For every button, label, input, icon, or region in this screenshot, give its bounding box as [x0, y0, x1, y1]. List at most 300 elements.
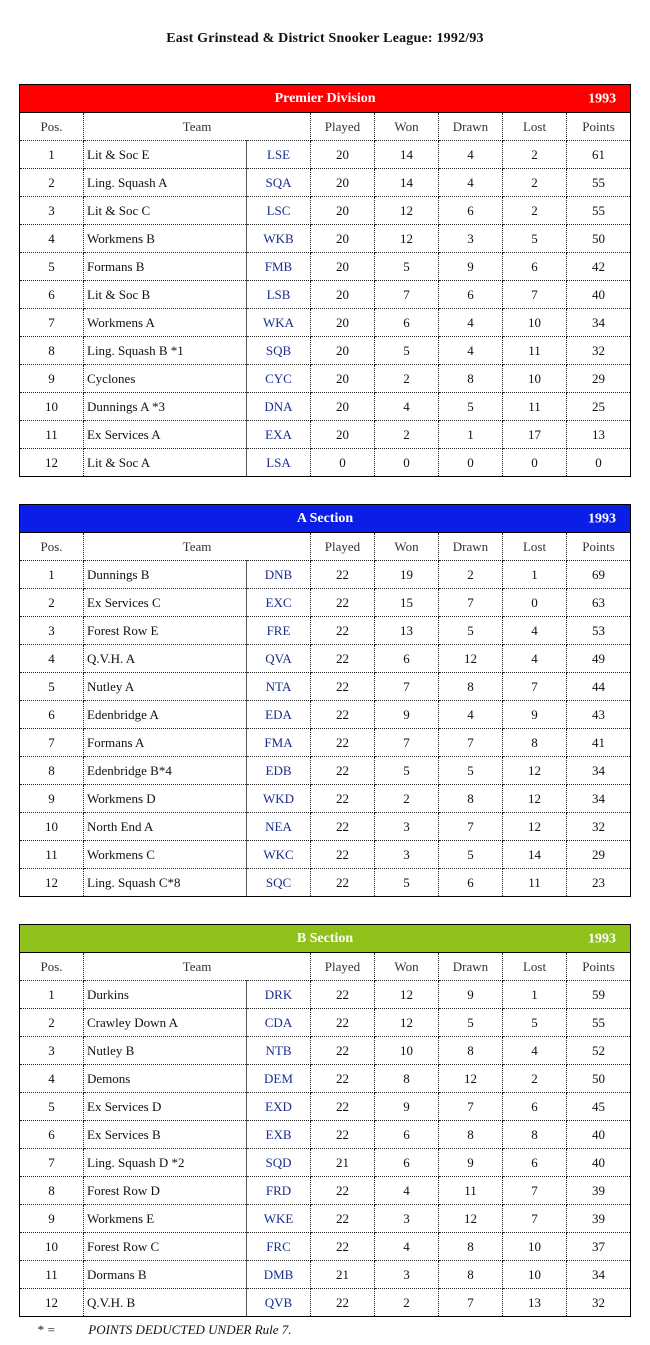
team-name-cell: Ling. Squash B *1 — [84, 337, 247, 365]
team-name-cell: Ling. Squash C*8 — [84, 869, 247, 897]
lost-cell: 5 — [503, 1009, 567, 1037]
played-cell: 22 — [311, 701, 375, 729]
position-cell: 11 — [20, 841, 84, 869]
drawn-cell: 6 — [439, 197, 503, 225]
points-cell: 32 — [567, 337, 631, 365]
points-cell: 0 — [567, 449, 631, 477]
team-name-cell: Ex Services D — [84, 1093, 247, 1121]
lost-cell: 2 — [503, 141, 567, 169]
played-cell: 20 — [311, 421, 375, 449]
won-cell: 4 — [375, 393, 439, 421]
division-name: B Section — [296, 931, 354, 946]
lost-cell: 17 — [503, 421, 567, 449]
team-name-cell: Dunnings A *3 — [84, 393, 247, 421]
lost-cell: 4 — [503, 1037, 567, 1065]
column-header: Drawn — [439, 533, 503, 561]
team-name-cell: Ex Services A — [84, 421, 247, 449]
won-cell: 7 — [375, 673, 439, 701]
won-cell: 13 — [375, 617, 439, 645]
table-row — [20, 421, 631, 449]
drawn-cell: 9 — [439, 253, 503, 281]
points-cell: 34 — [567, 309, 631, 337]
won-cell: 8 — [375, 1065, 439, 1093]
division-banner-cell — [20, 505, 631, 533]
played-cell: 20 — [311, 337, 375, 365]
table-row — [20, 169, 631, 197]
team-name-cell: Lit & Soc B — [84, 281, 247, 309]
points-cell: 45 — [567, 1093, 631, 1121]
drawn-cell: 8 — [439, 1233, 503, 1261]
footnote-text: POINTS DEDUCTED UNDER Rule 7. — [88, 1322, 292, 1337]
points-cell: 25 — [567, 393, 631, 421]
team-name-cell: Workmens C — [84, 841, 247, 869]
played-cell: 22 — [311, 729, 375, 757]
won-cell: 7 — [375, 729, 439, 757]
table-row — [20, 1121, 631, 1149]
points-cell: 39 — [567, 1177, 631, 1205]
points-cell: 55 — [567, 169, 631, 197]
position-cell: 5 — [20, 253, 84, 281]
position-cell: 8 — [20, 757, 84, 785]
lost-cell: 5 — [503, 225, 567, 253]
lost-cell: 10 — [503, 309, 567, 337]
team-name-cell: Lit & Soc C — [84, 197, 247, 225]
played-cell: 22 — [311, 1177, 375, 1205]
column-header: Drawn — [439, 953, 503, 981]
division-banner-cell — [20, 85, 631, 113]
team-name-cell: Forest Row C — [84, 1233, 247, 1261]
team-code-cell: SQA — [247, 169, 311, 197]
lost-cell: 12 — [503, 785, 567, 813]
lost-cell: 9 — [503, 701, 567, 729]
column-header: Played — [311, 533, 375, 561]
team-name-cell: Edenbridge B*4 — [84, 757, 247, 785]
played-cell: 22 — [311, 1289, 375, 1317]
position-cell: 5 — [20, 673, 84, 701]
column-header: Played — [311, 113, 375, 141]
lost-cell: 0 — [503, 449, 567, 477]
team-name-cell: Q.V.H. B — [84, 1289, 247, 1317]
drawn-cell: 7 — [439, 1093, 503, 1121]
team-name-cell: Formans A — [84, 729, 247, 757]
position-cell: 8 — [20, 337, 84, 365]
table-row — [20, 701, 631, 729]
drawn-cell: 8 — [439, 365, 503, 393]
played-cell: 21 — [311, 1261, 375, 1289]
won-cell: 2 — [375, 1289, 439, 1317]
played-cell: 22 — [311, 1065, 375, 1093]
drawn-cell: 12 — [439, 645, 503, 673]
points-cell: 63 — [567, 589, 631, 617]
team-code-cell: WKA — [247, 309, 311, 337]
team-name-cell: Dormans B — [84, 1261, 247, 1289]
position-cell: 12 — [20, 449, 84, 477]
position-cell: 8 — [20, 1177, 84, 1205]
team-name-cell: Dunnings B — [84, 561, 247, 589]
table-row — [20, 869, 631, 897]
won-cell: 19 — [375, 561, 439, 589]
won-cell: 0 — [375, 449, 439, 477]
points-cell: 44 — [567, 673, 631, 701]
team-code-cell: EDB — [247, 757, 311, 785]
played-cell: 22 — [311, 1205, 375, 1233]
points-cell: 32 — [567, 813, 631, 841]
won-cell: 14 — [375, 169, 439, 197]
points-cell: 13 — [567, 421, 631, 449]
position-cell: 4 — [20, 225, 84, 253]
position-cell: 2 — [20, 589, 84, 617]
position-cell: 1 — [20, 981, 84, 1009]
played-cell: 22 — [311, 757, 375, 785]
drawn-cell: 8 — [439, 1261, 503, 1289]
lost-cell: 4 — [503, 645, 567, 673]
won-cell: 6 — [375, 1121, 439, 1149]
points-cell: 34 — [567, 1261, 631, 1289]
played-cell: 20 — [311, 281, 375, 309]
team-code-cell: EXA — [247, 421, 311, 449]
lost-cell: 7 — [503, 673, 567, 701]
points-cell: 39 — [567, 1205, 631, 1233]
division-banner — [20, 505, 631, 533]
position-cell: 11 — [20, 1261, 84, 1289]
table-row — [20, 449, 631, 477]
position-cell: 3 — [20, 617, 84, 645]
division-banner — [20, 85, 631, 113]
drawn-cell: 5 — [439, 393, 503, 421]
team-code-cell: DRK — [247, 981, 311, 1009]
won-cell: 2 — [375, 421, 439, 449]
position-cell: 12 — [20, 1289, 84, 1317]
position-cell: 1 — [20, 141, 84, 169]
points-cell: 55 — [567, 1009, 631, 1037]
lost-cell: 0 — [503, 589, 567, 617]
table-row — [20, 253, 631, 281]
team-code-cell: DMB — [247, 1261, 311, 1289]
points-cell: 40 — [567, 1149, 631, 1177]
footnote-symbol: * = — [37, 1322, 56, 1337]
position-cell: 9 — [20, 785, 84, 813]
lost-cell: 10 — [503, 1261, 567, 1289]
drawn-cell: 4 — [439, 169, 503, 197]
team-name-cell: Nutley B — [84, 1037, 247, 1065]
lost-cell: 12 — [503, 757, 567, 785]
played-cell: 22 — [311, 1093, 375, 1121]
team-code-cell: QVB — [247, 1289, 311, 1317]
played-cell: 22 — [311, 1009, 375, 1037]
drawn-cell: 2 — [439, 561, 503, 589]
team-code-cell: DEM — [247, 1065, 311, 1093]
won-cell: 10 — [375, 1037, 439, 1065]
table-row — [20, 365, 631, 393]
drawn-cell: 11 — [439, 1177, 503, 1205]
points-cell: 42 — [567, 253, 631, 281]
lost-cell: 8 — [503, 1121, 567, 1149]
table-row — [20, 281, 631, 309]
played-cell: 21 — [311, 1149, 375, 1177]
position-cell: 1 — [20, 561, 84, 589]
team-code-cell: FRD — [247, 1177, 311, 1205]
team-code-cell: WKC — [247, 841, 311, 869]
played-cell: 22 — [311, 617, 375, 645]
column-header: Lost — [503, 953, 567, 981]
points-cell: 52 — [567, 1037, 631, 1065]
won-cell: 2 — [375, 785, 439, 813]
lost-cell: 2 — [503, 169, 567, 197]
column-header: Played — [311, 953, 375, 981]
won-cell: 5 — [375, 253, 439, 281]
team-name-cell: Q.V.H. A — [84, 645, 247, 673]
position-cell: 9 — [20, 1205, 84, 1233]
points-cell: 40 — [567, 281, 631, 309]
position-cell: 5 — [20, 1093, 84, 1121]
position-cell: 4 — [20, 1065, 84, 1093]
points-cell: 32 — [567, 1289, 631, 1317]
team-code-cell: FMB — [247, 253, 311, 281]
won-cell: 12 — [375, 981, 439, 1009]
lost-cell: 14 — [503, 841, 567, 869]
position-cell: 6 — [20, 1121, 84, 1149]
drawn-cell: 8 — [439, 785, 503, 813]
footnote — [37, 1322, 292, 1338]
team-code-cell: QVA — [247, 645, 311, 673]
team-code-cell: LSC — [247, 197, 311, 225]
played-cell: 22 — [311, 1037, 375, 1065]
team-code-cell: NTB — [247, 1037, 311, 1065]
lost-cell: 6 — [503, 1149, 567, 1177]
played-cell: 20 — [311, 309, 375, 337]
team-name-cell: Lit & Soc A — [84, 449, 247, 477]
division-table — [19, 504, 631, 897]
drawn-cell: 8 — [439, 673, 503, 701]
team-code-cell: CYC — [247, 365, 311, 393]
points-cell: 43 — [567, 701, 631, 729]
team-code-cell: CDA — [247, 1009, 311, 1037]
played-cell: 22 — [311, 589, 375, 617]
played-cell: 0 — [311, 449, 375, 477]
drawn-cell: 7 — [439, 813, 503, 841]
won-cell: 6 — [375, 645, 439, 673]
team-name-cell: Forest Row D — [84, 1177, 247, 1205]
played-cell: 20 — [311, 197, 375, 225]
division-name: A Section — [296, 511, 354, 526]
lost-cell: 2 — [503, 1065, 567, 1093]
column-header: Team — [84, 533, 311, 561]
table-row — [20, 309, 631, 337]
lost-cell: 7 — [503, 281, 567, 309]
won-cell: 9 — [375, 701, 439, 729]
lost-cell: 11 — [503, 337, 567, 365]
points-cell: 37 — [567, 1233, 631, 1261]
column-header: Team — [84, 113, 311, 141]
played-cell: 22 — [311, 645, 375, 673]
team-name-cell: Demons — [84, 1065, 247, 1093]
lost-cell: 11 — [503, 393, 567, 421]
won-cell: 9 — [375, 1093, 439, 1121]
team-code-cell: LSB — [247, 281, 311, 309]
points-cell: 29 — [567, 841, 631, 869]
position-cell: 11 — [20, 421, 84, 449]
played-cell: 22 — [311, 981, 375, 1009]
team-name-cell: Edenbridge A — [84, 701, 247, 729]
lost-cell: 8 — [503, 729, 567, 757]
team-code-cell: DNA — [247, 393, 311, 421]
played-cell: 20 — [311, 169, 375, 197]
table-row — [20, 729, 631, 757]
drawn-cell: 7 — [439, 729, 503, 757]
team-code-cell: EXD — [247, 1093, 311, 1121]
lost-cell: 10 — [503, 1233, 567, 1261]
table-row — [20, 1009, 631, 1037]
drawn-cell: 8 — [439, 1037, 503, 1065]
division-year: 1993 — [588, 511, 617, 526]
points-cell: 29 — [567, 365, 631, 393]
played-cell: 22 — [311, 813, 375, 841]
drawn-cell: 0 — [439, 449, 503, 477]
points-cell: 34 — [567, 757, 631, 785]
drawn-cell: 3 — [439, 225, 503, 253]
lost-cell: 11 — [503, 869, 567, 897]
played-cell: 20 — [311, 393, 375, 421]
lost-cell: 6 — [503, 1093, 567, 1121]
team-name-cell: Ex Services B — [84, 1121, 247, 1149]
division-table — [19, 84, 631, 477]
points-cell: 69 — [567, 561, 631, 589]
table-row — [20, 225, 631, 253]
points-cell: 59 — [567, 981, 631, 1009]
team-name-cell: Nutley A — [84, 673, 247, 701]
team-name-cell: Workmens B — [84, 225, 247, 253]
points-cell: 41 — [567, 729, 631, 757]
team-code-cell: WKD — [247, 785, 311, 813]
column-header: Won — [375, 953, 439, 981]
drawn-cell: 4 — [439, 309, 503, 337]
column-header: Team — [84, 953, 311, 981]
played-cell: 22 — [311, 785, 375, 813]
lost-cell: 1 — [503, 981, 567, 1009]
team-name-cell: Durkins — [84, 981, 247, 1009]
column-header: Pos. — [20, 953, 84, 981]
points-cell: 34 — [567, 785, 631, 813]
won-cell: 12 — [375, 197, 439, 225]
points-cell: 53 — [567, 617, 631, 645]
points-cell: 40 — [567, 1121, 631, 1149]
table-row — [20, 841, 631, 869]
won-cell: 14 — [375, 141, 439, 169]
table-row — [20, 1093, 631, 1121]
team-code-cell: WKE — [247, 1205, 311, 1233]
played-cell: 22 — [311, 841, 375, 869]
table-row — [20, 1289, 631, 1317]
lost-cell: 1 — [503, 561, 567, 589]
division-year: 1993 — [588, 931, 617, 946]
won-cell: 5 — [375, 337, 439, 365]
played-cell: 20 — [311, 365, 375, 393]
played-cell: 22 — [311, 1121, 375, 1149]
division-name: Premier Division — [274, 91, 376, 106]
team-code-cell: EXB — [247, 1121, 311, 1149]
column-header: Lost — [503, 113, 567, 141]
points-cell: 50 — [567, 225, 631, 253]
table-row — [20, 785, 631, 813]
team-code-cell: SQB — [247, 337, 311, 365]
table-row — [20, 757, 631, 785]
drawn-cell: 4 — [439, 337, 503, 365]
drawn-cell: 5 — [439, 841, 503, 869]
drawn-cell: 9 — [439, 981, 503, 1009]
won-cell: 3 — [375, 1261, 439, 1289]
drawn-cell: 6 — [439, 869, 503, 897]
drawn-cell: 4 — [439, 701, 503, 729]
team-code-cell: EXC — [247, 589, 311, 617]
division-year: 1993 — [588, 91, 617, 106]
drawn-cell: 5 — [439, 1009, 503, 1037]
played-cell: 22 — [311, 673, 375, 701]
team-code-cell: LSA — [247, 449, 311, 477]
position-cell: 2 — [20, 169, 84, 197]
position-cell: 6 — [20, 281, 84, 309]
header-row — [20, 533, 631, 561]
team-code-cell: SQD — [247, 1149, 311, 1177]
position-cell: 7 — [20, 309, 84, 337]
won-cell: 7 — [375, 281, 439, 309]
played-cell: 20 — [311, 141, 375, 169]
position-cell: 12 — [20, 869, 84, 897]
division-banner — [20, 925, 631, 953]
page-title: East Grinstead & District Snooker League: 1992/93 — [166, 31, 484, 46]
won-cell: 12 — [375, 225, 439, 253]
team-name-cell: Ex Services C — [84, 589, 247, 617]
won-cell: 6 — [375, 309, 439, 337]
won-cell: 3 — [375, 841, 439, 869]
won-cell: 6 — [375, 1149, 439, 1177]
won-cell: 5 — [375, 757, 439, 785]
won-cell: 3 — [375, 1205, 439, 1233]
table-row — [20, 813, 631, 841]
team-name-cell: North End A — [84, 813, 247, 841]
team-code-cell: FMA — [247, 729, 311, 757]
table-row — [20, 981, 631, 1009]
division-banner-cell — [20, 925, 631, 953]
played-cell: 22 — [311, 1233, 375, 1261]
team-code-cell: NEA — [247, 813, 311, 841]
team-name-cell: Workmens E — [84, 1205, 247, 1233]
points-cell: 50 — [567, 1065, 631, 1093]
table-row — [20, 1149, 631, 1177]
won-cell: 4 — [375, 1177, 439, 1205]
drawn-cell: 5 — [439, 617, 503, 645]
drawn-cell: 7 — [439, 589, 503, 617]
column-header: Lost — [503, 533, 567, 561]
column-header: Won — [375, 113, 439, 141]
header-row — [20, 113, 631, 141]
column-header: Points — [567, 113, 631, 141]
table-row — [20, 673, 631, 701]
position-cell: 10 — [20, 813, 84, 841]
header-row — [20, 953, 631, 981]
table-row — [20, 1261, 631, 1289]
lost-cell: 7 — [503, 1177, 567, 1205]
won-cell: 2 — [375, 365, 439, 393]
team-name-cell: Ling. Squash D *2 — [84, 1149, 247, 1177]
table-row — [20, 589, 631, 617]
team-code-cell: DNB — [247, 561, 311, 589]
position-cell: 10 — [20, 393, 84, 421]
played-cell: 20 — [311, 225, 375, 253]
team-name-cell: Crawley Down A — [84, 1009, 247, 1037]
position-cell: 9 — [20, 365, 84, 393]
position-cell: 10 — [20, 1233, 84, 1261]
position-cell: 3 — [20, 197, 84, 225]
